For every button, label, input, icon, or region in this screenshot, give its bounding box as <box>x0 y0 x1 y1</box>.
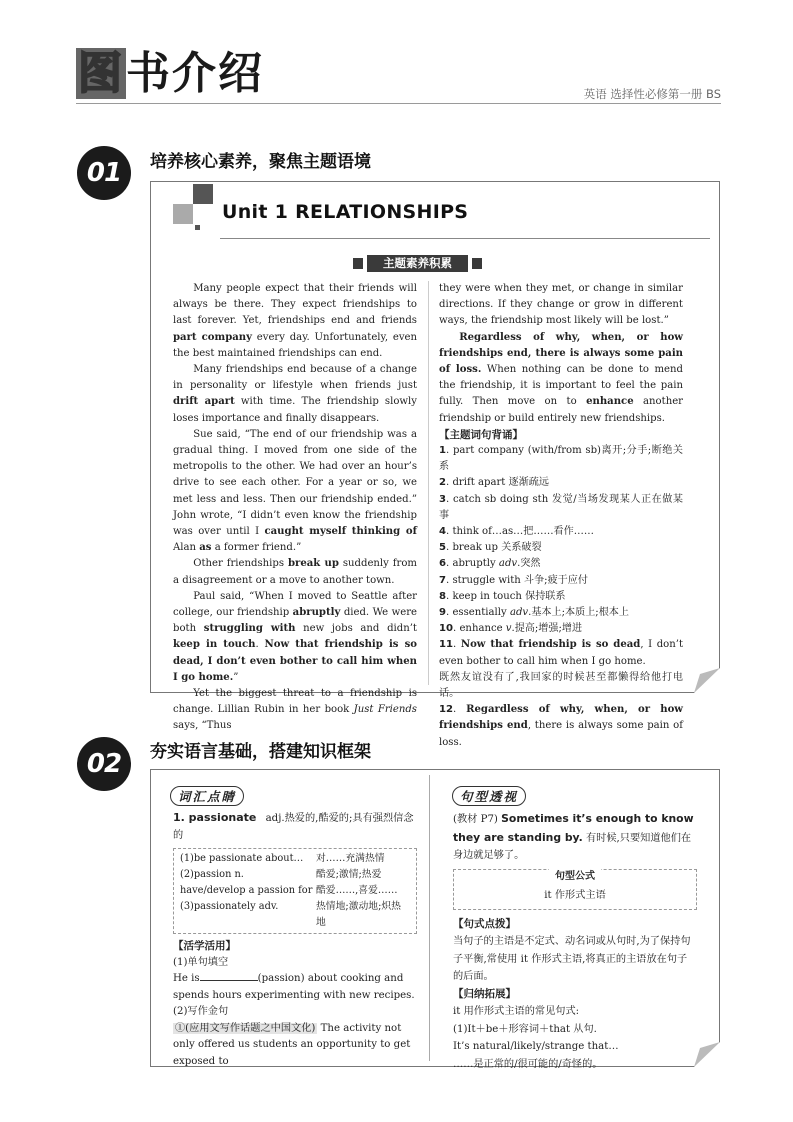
page-fold-icon <box>694 668 721 694</box>
vocab-word: 1. passionate <box>173 811 257 824</box>
reading-left-column: Many people expect that their friends will always be there. They expect friendships to last forever. Yet, friendships end and friends part company every day. Unfortunately, even the best maintained friendships can end. Many friendships end because of a change in personality or lifestyle when friends just drift apart with time. The friendship slowly loses importance and finally disappears. Sue said, “The end of our friendship was a gradual thing. I moved from one side of the metropolis to the other. We had over an hour’s drive to see each other. For a year or so, we met less and less. Then our friendship ended.” John wrote, “I didn’t even know the friendship was over until I caught myself thinking of Alan as a former friend.” Other friendships break up suddenly from a disagreement or a move to another town. Paul said, “When I moved to Seattle after college, our friendship abruptly died. We were both struggling with new jobs and didn’t keep in touch. Now that friendship is so dead, I don’t even bother to call him when I go home.” Yet the biggest threat to a friendship is change. Lillian Rubin in her book Just Friends says, “Thus <box>173 283 417 732</box>
page-fold-icon <box>694 1042 721 1068</box>
sentence-column <box>453 810 697 1073</box>
extend-item: ……是正常的/很可能的/奇怪的。 <box>453 1058 603 1070</box>
vocab-column <box>173 810 417 1070</box>
page-logo <box>76 48 264 99</box>
sentence-heading: 句型透视 <box>452 786 526 806</box>
section-2-title: 夯实语言基础，搭建知识框架 <box>150 742 371 762</box>
extend-heading: 【归纳拓展】 <box>453 987 516 1000</box>
column-divider <box>429 775 430 1061</box>
book-info: 英语 选择性必修第一册 BS <box>583 87 721 101</box>
write-heading: (2)写作金句 <box>173 1006 229 1017</box>
formula-box <box>453 869 697 910</box>
header-rule <box>76 103 721 104</box>
unit-decoration-icon <box>173 184 215 230</box>
formula-title: 句型公式 <box>549 868 601 886</box>
vocab-entry <box>173 810 417 844</box>
write-exercise: ①(应用文写作话题之中国文化) The activity not only offered us students an opportunity to get exposed to <box>173 1022 411 1067</box>
write-topic-tag: ①(应用文写作话题之中国文化) <box>175 1022 316 1034</box>
section-1-title: 培养核心素养，聚焦主题语境 <box>150 152 371 172</box>
tip-text: 当句子的主语是不定式、动名词或从句时,为了保持句子平衡,常使用 it 作形式主语,将真正的主语放在句子的后面。 <box>453 936 691 982</box>
section-1-badge: 01 <box>77 146 131 200</box>
practice-heading: 【活学活用】 <box>173 940 236 952</box>
table-row: have/develop a passion for 酷爱……,喜爱…… <box>180 885 398 896</box>
extend-item: (1)It＋be＋形容词＋that 从句. <box>453 1023 597 1035</box>
fill-exercise: He is (passion) about cooking and spends hours experimenting with new recipes. <box>173 973 415 1001</box>
fill-heading: (1)单句填空 <box>173 956 229 968</box>
vocab-definition: adj.热爱的,酷爱的;具有强烈信念的 <box>173 813 414 841</box>
tip-heading: 【句式点拨】 <box>453 917 516 930</box>
formula-text: it 作形式主语 <box>544 890 606 901</box>
logo-rest: 书介绍 <box>126 48 264 99</box>
table-row: (3)passionately adv. 热情地;激动地;炽热地 <box>180 901 401 928</box>
key-sentence-en: Sometimes it’s enough to know they are standing by. <box>453 812 694 844</box>
column-divider <box>428 281 429 685</box>
vocab-heading: 词汇点睛 <box>170 786 244 806</box>
key-sentence: (教材 P7) Sometimes it’s enough to know they are standing by. 有时候,只要知道他们在身边就足够了。 <box>453 812 694 861</box>
table-row: (1)be passionate about… 对……充满热情 <box>180 853 385 864</box>
extend-item: It’s natural/likely/strange that… <box>453 1041 619 1052</box>
section-2-badge: 02 <box>77 737 131 791</box>
answer-blank[interactable] <box>200 971 258 981</box>
table-row: (2)passion n. 酷爱;激情;热爱 <box>180 869 382 880</box>
reading-right-column: they were when they met, or change in similar directions. If they change or grow in different ways, the friendship most likely will be lost.” Regardless of why, when, or how friendships end, there is always some pain of loss. When nothing can be done to mend the friendship, it is important to feel the pain fully. Then move on to enhance another friendship or build entirely new friendships. 【主题词句背诵】 1. part company (with/from sb)离开;分手;断绝关系 2. drift apart 逐渐疏远 3. catch sb doing sth 发觉/当场发现某人正在做某事 4. think of…as…把……看作…… 5. break up 关系破裂 6. abruptly adv.突然 7. struggle with 斗争;疲于应付 8. keep in touch 保持联系 9. essentially adv.基本上;本质上;根本上 10. enhance v.提高;增强;增进 11. Now that friendship is so dead, I don’t even bother to call him when I go home. 既然友谊没有了,我回家的时候甚至都懒得给他打电话。 12. Regardless of why, when, or how friendships end, there is always some pain of loss. <box>439 283 683 748</box>
theme-tag: 主题素养积累 <box>367 255 468 272</box>
unit-title: Unit 1 RELATIONSHIPS <box>222 201 469 223</box>
unit-rule <box>220 238 710 239</box>
key-sentence-cn: 有时候,只要知道他们在身边就足够了。 <box>453 832 692 861</box>
word-family-table <box>173 848 417 934</box>
logo-first-char: 图 <box>78 48 124 99</box>
extend-intro: it 用作形式主语的常见句式: <box>453 1006 580 1017</box>
